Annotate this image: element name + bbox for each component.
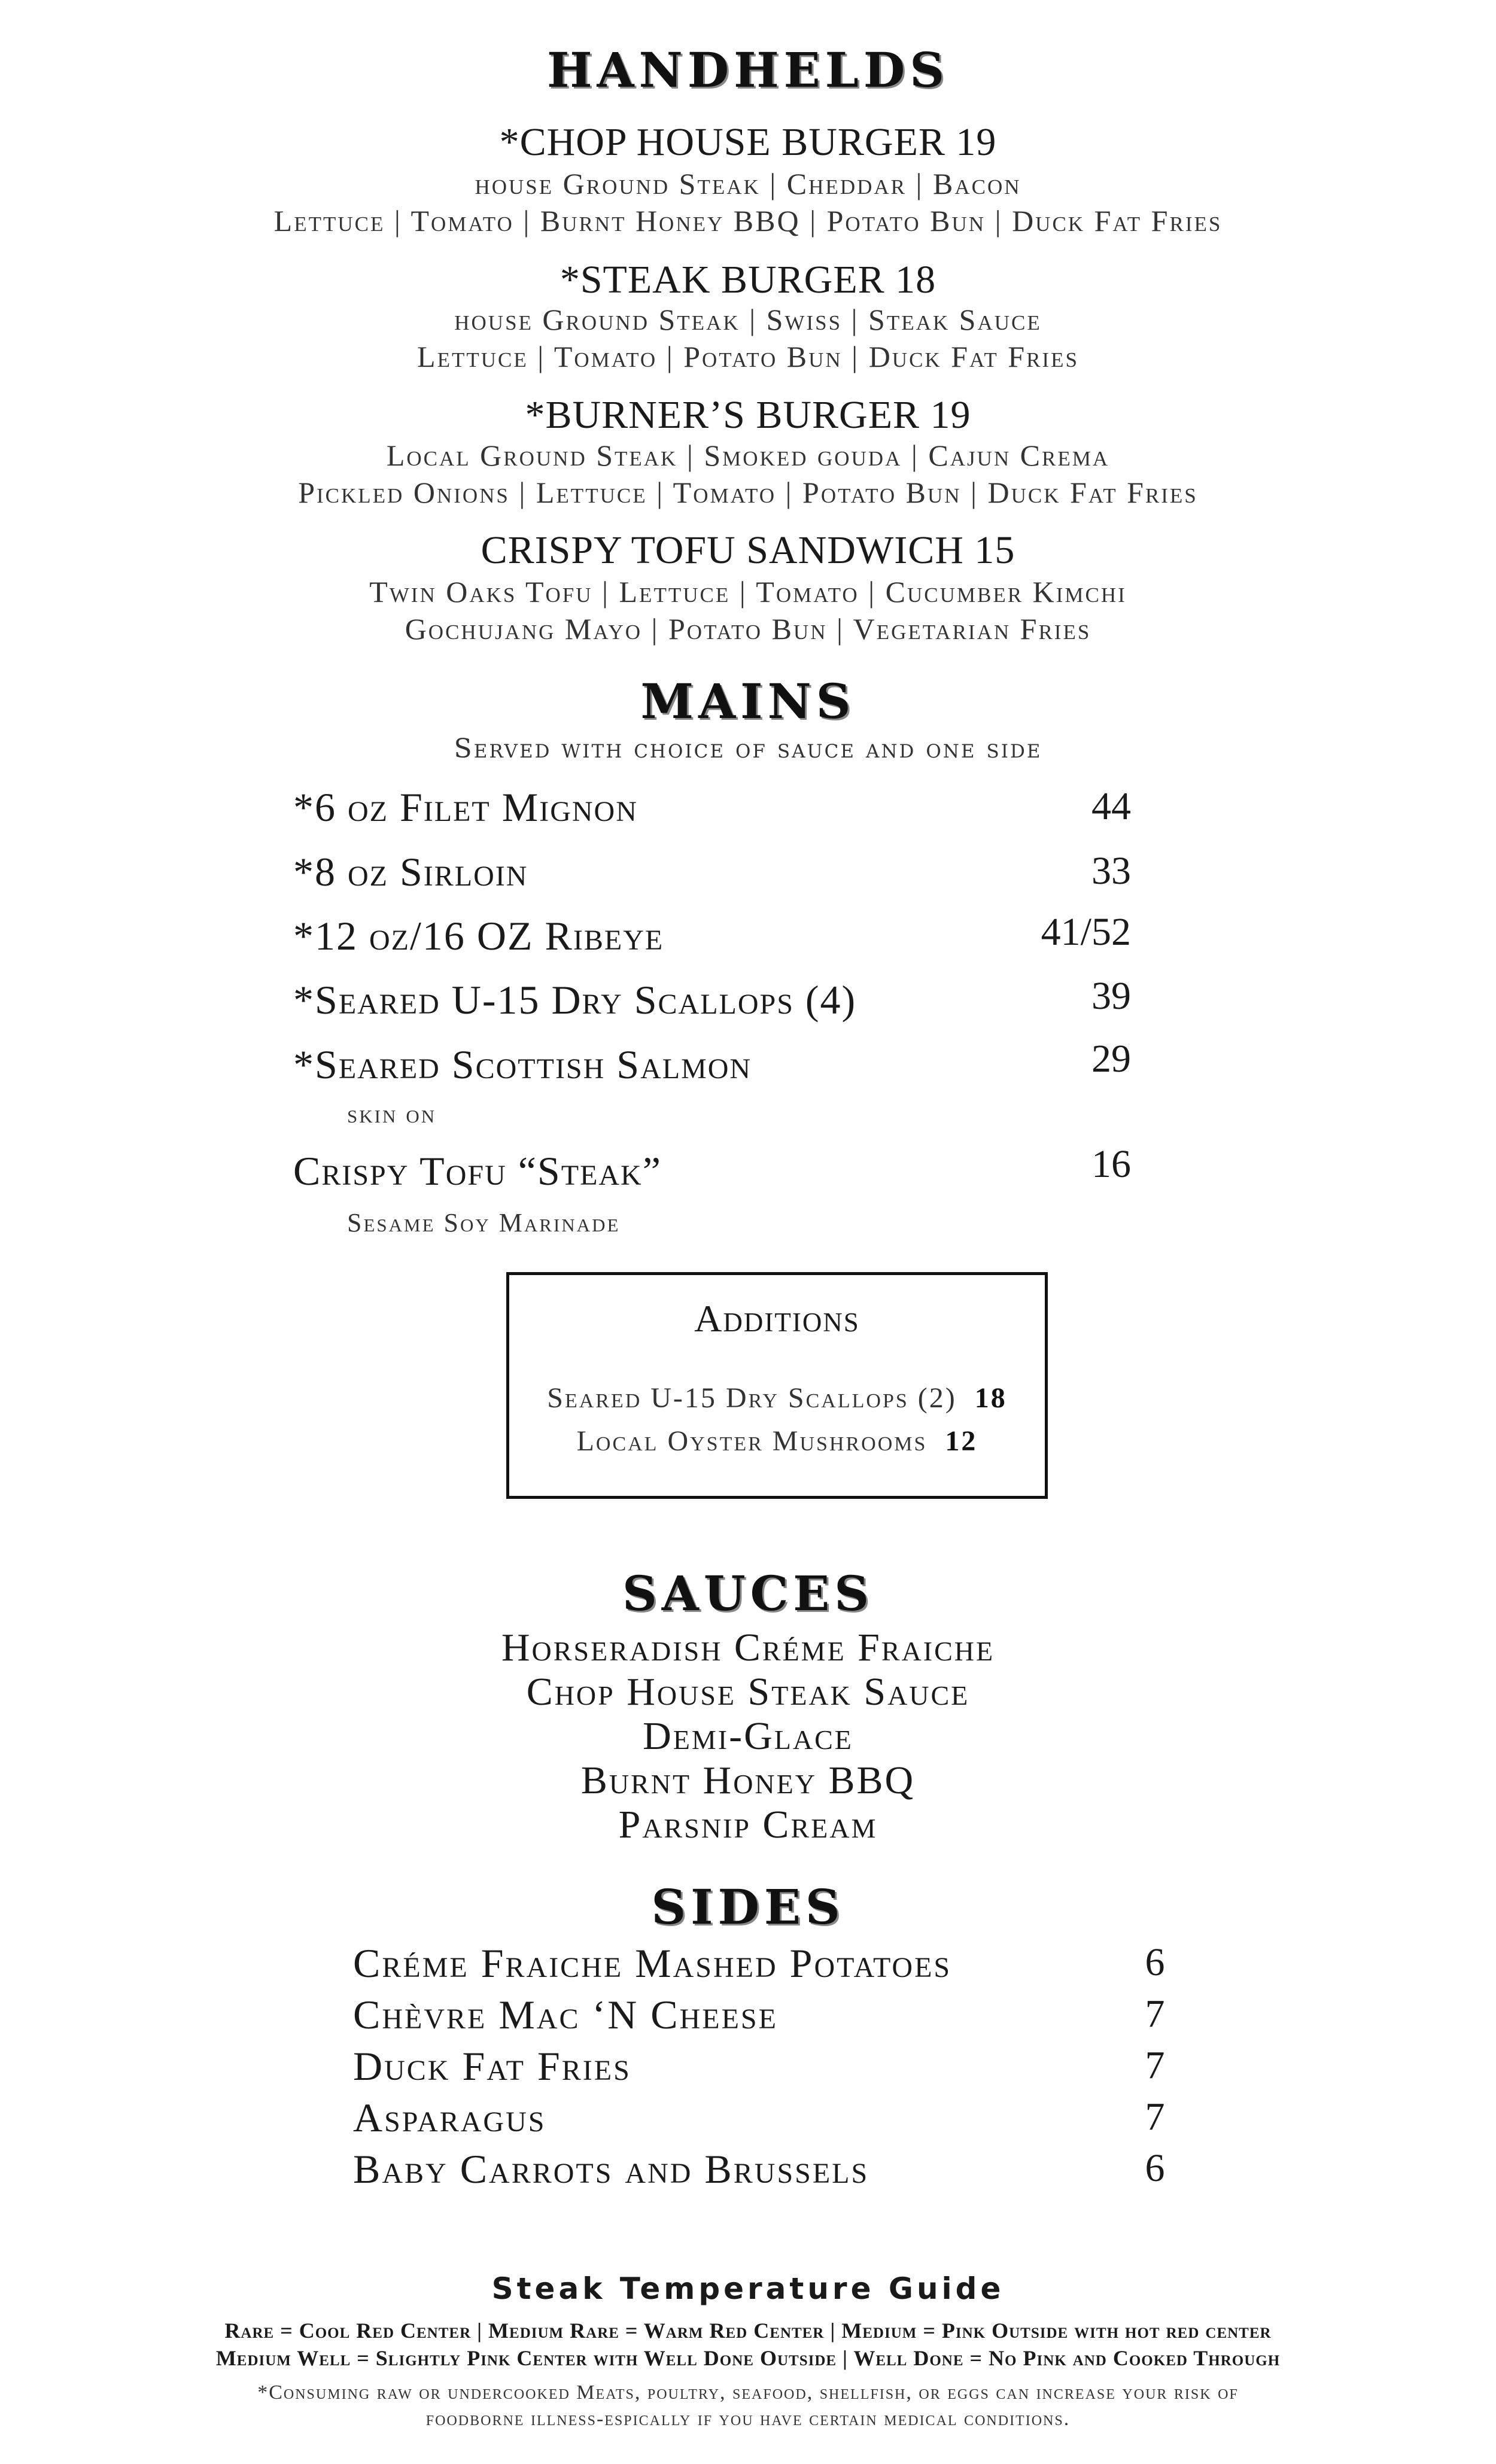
side-item-name: Chèvre Mac ‘N Cheese xyxy=(353,1992,778,2037)
main-item-price: 41/52 xyxy=(1041,910,1131,954)
side-item-price: 6 xyxy=(1145,2146,1165,2190)
handheld-item-desc: house Ground Steak | Cheddar | Bacon xyxy=(475,167,1021,200)
sauces-heading: SAUCES xyxy=(622,1565,874,1622)
side-item-name: Duck Fat Fries xyxy=(353,2043,631,2089)
handheld-item-desc: house Ground Steak | Swiss | Steak Sauce xyxy=(454,303,1042,336)
addition-price: 18 xyxy=(974,1382,1007,1414)
addition-item xyxy=(509,1382,1045,1414)
handheld-item-desc: Gochujang Mayo | Potato Bun | Vegetarian Fries xyxy=(405,612,1091,646)
addition-item xyxy=(509,1425,1045,1458)
mains-heading: MAINS xyxy=(640,673,856,729)
main-item-note: skin on xyxy=(347,1099,437,1128)
steak-guide-line: Medium Well = Slightly Pink Center with Well Done Outside | Well Done = No Pink and Cooked Through xyxy=(215,2346,1281,2370)
addition-name: Local Oyster Mushrooms xyxy=(576,1425,928,1457)
health-disclaimer: *Consuming raw or undercooked Meats, poultry, seafood, shellfish, or eggs can increase your risk of xyxy=(257,2381,1239,2404)
main-item-name: *Seared Scottish Salmon xyxy=(293,1042,752,1087)
mains-subtitle: Served with choice of sauce and one side xyxy=(454,734,1042,764)
additions-box xyxy=(506,1272,1048,1499)
side-item-price: 6 xyxy=(1145,1940,1165,1984)
handheld-item-desc: Local Ground Steak | Smoked gouda | Cajun Crema xyxy=(386,439,1110,472)
sides-heading: SIDES xyxy=(651,1879,845,1935)
handheld-item-name: *BURNER’S BURGER 19 xyxy=(525,393,971,437)
side-item-name: Créme Fraiche Mashed Potatoes xyxy=(353,1940,952,1986)
sauce-item: Parsnip Cream xyxy=(618,1803,878,1847)
main-item-price: 16 xyxy=(1091,1142,1131,1186)
steak-guide-line: Rare = Cool Red Center | Medium Rare = Warm Red Center | Medium = Pink Outside with hot red center xyxy=(224,2319,1272,2343)
main-item-name: *12 oz/16 OZ Ribeye xyxy=(293,913,664,959)
handheld-item-name: *STEAK BURGER 18 xyxy=(560,258,936,302)
handheld-item-desc: Pickled Onions | Lettuce | Tomato | Potato Bun | Duck Fat Fries xyxy=(298,476,1198,509)
main-item-name: Crispy Tofu “Steak” xyxy=(293,1148,662,1194)
addition-name: Seared U-15 Dry Scallops (2) xyxy=(547,1382,957,1414)
main-item-price: 33 xyxy=(1091,849,1131,893)
health-disclaimer: foodborne illness-espically if you have certain medical conditions. xyxy=(425,2408,1071,2430)
main-item-price: 39 xyxy=(1091,974,1131,1018)
handheld-item-desc: Lettuce | Tomato | Potato Bun | Duck Fat Fries xyxy=(417,340,1079,373)
handheld-item-name: *CHOP HOUSE BURGER 19 xyxy=(499,120,997,164)
additions-title: Additions xyxy=(694,1297,860,1340)
handheld-item-name: CRISPY TOFU SANDWICH 15 xyxy=(481,528,1015,572)
steak-guide-title: Steak Temperature Guide xyxy=(491,2271,1005,2306)
side-item-name: Baby Carrots and Brussels xyxy=(353,2146,869,2192)
main-item-name: *6 oz Filet Mignon xyxy=(293,784,638,830)
sauce-item: Burnt Honey BBQ xyxy=(580,1759,916,1802)
side-item-price: 7 xyxy=(1145,2043,1165,2087)
main-item-name: *8 oz Sirloin xyxy=(293,849,528,895)
main-item-note: Sesame Soy Marinade xyxy=(347,1208,621,1237)
side-item-name: Asparagus xyxy=(353,2095,546,2140)
handheld-item-desc: Lettuce | Tomato | Burnt Honey BBQ | Potato Bun | Duck Fat Fries xyxy=(273,204,1223,238)
addition-price: 12 xyxy=(945,1425,978,1457)
main-item-name: *Seared U-15 Dry Scallops (4) xyxy=(293,977,857,1023)
side-item-price: 7 xyxy=(1145,1992,1165,2036)
sauce-item: Chop House Steak Sauce xyxy=(526,1670,970,1714)
side-item-price: 7 xyxy=(1145,2095,1165,2138)
sauce-item: Horseradish Créme Fraiche xyxy=(501,1626,995,1669)
handhelds-heading: HANDHELDS xyxy=(546,42,950,98)
main-item-price: 44 xyxy=(1091,784,1131,828)
handheld-item-desc: Twin Oaks Tofu | Lettuce | Tomato | Cucumber Kimchi xyxy=(369,575,1127,609)
sauce-item: Demi-Glace xyxy=(643,1714,853,1758)
main-item-price: 29 xyxy=(1091,1037,1131,1081)
